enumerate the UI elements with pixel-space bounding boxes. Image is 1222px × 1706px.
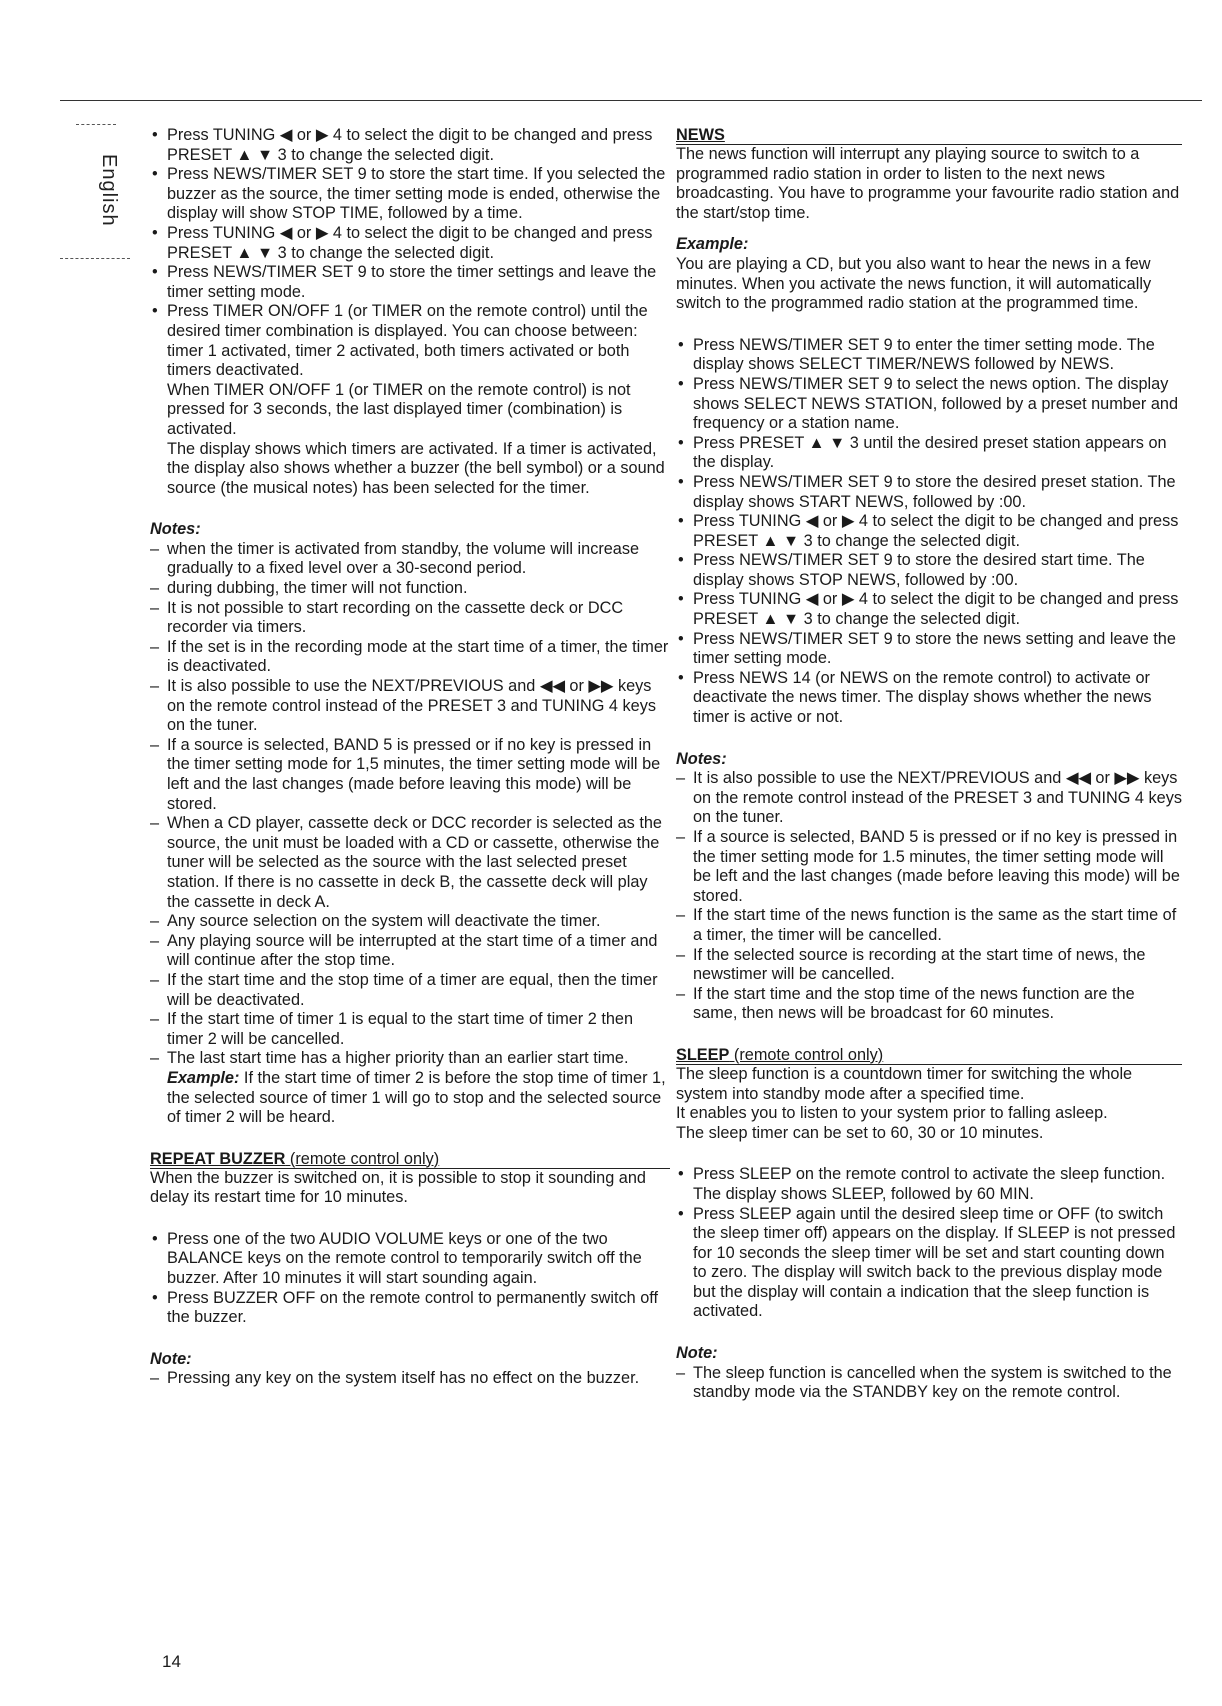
timer-onoff-text: When TIMER ON/OFF 1 (or TIMER on the remote control) is not pressed for 3 seconds, the last displayed timer (combination) is activated. xyxy=(167,380,631,438)
list-item: – If the start time of timer 1 is equal to the start time of timer 2 then timer 2 will be cancelled. xyxy=(150,1010,670,1049)
notes-heading: Notes: xyxy=(150,520,201,539)
list-item: – when the timer is activated from standby, the volume will increase gradually to a fixed level over a 30-second period. xyxy=(150,540,670,579)
list-item: – Any source selection on the system will deactivate the timer. xyxy=(150,912,670,932)
sleep-intro: It enables you to listen to your system prior to falling asleep. xyxy=(676,1104,1108,1123)
list-item: • Press NEWS 14 (or NEWS on the remote control) to activate or deactivate the news timer. The display shows whether the news timer is active or not. xyxy=(676,669,1182,728)
list-item: – If the start time of the news function is the same as the start time of a timer, the timer will be cancelled. xyxy=(676,906,1182,945)
timer-notes-list xyxy=(150,540,670,1128)
sleep-subtitle: (remote control only) xyxy=(729,1045,884,1064)
news-notes-list xyxy=(676,769,1182,1024)
sleep-notes-list xyxy=(676,1364,1182,1403)
list-item: • Press NEWS/TIMER SET 9 to enter the timer setting mode. The display shows SELECT TIMER/NEWS followed by NEWS. xyxy=(676,336,1182,375)
news-notes-heading: Notes: xyxy=(676,749,727,768)
list-item: • Press TUNING ◀ or ▶ 4 to select the digit to be changed and press PRESET ▲ ▼ 3 to change the selected digit. xyxy=(676,512,1182,551)
news-heading xyxy=(676,126,1182,145)
note-text: The last start time has a higher priority than an earlier start time. xyxy=(167,1049,629,1068)
list-item: – It is not possible to start recording on the cassette deck or DCC recorder via timers. xyxy=(150,599,670,638)
list-item: • Press PRESET ▲ ▼ 3 until the desired preset station appears on the display. xyxy=(676,434,1182,473)
list-item: • Press one of the two AUDIO VOLUME keys or one of the two BALANCE keys on the remote control to temporarily switch off the buzzer. After 10 minutes it will start sounding again. xyxy=(150,1230,670,1289)
list-item xyxy=(150,1049,670,1127)
repeat-buzzer-list xyxy=(150,1230,670,1328)
news-example-heading: Example: xyxy=(676,235,749,254)
list-item: – If the set is in the recording mode at the start time of a timer, the timer is deactivated. xyxy=(150,638,670,677)
example-text: If the start time of timer 2 is before the stop time of timer 1, the selected source of timer 1 will go to stop and the selected source of timer 2 will be heard. xyxy=(167,1068,666,1127)
list-item: – If a source is selected, BAND 5 is pressed or if no key is pressed in the timer setting mode for 1,5 minutes, the timer setting mode will be left and the last changes (made before leaving this mode) will be stored. xyxy=(150,736,670,814)
repeat-buzzer-notes xyxy=(150,1369,670,1389)
list-item: – The sleep function is cancelled when the system is switched to the standby mode via the STANDBY key on the remote control. xyxy=(676,1364,1182,1403)
list-item: – If the selected source is recording at the start time of news, the newstimer will be cancelled. xyxy=(676,946,1182,985)
sleep-title: SLEEP xyxy=(676,1045,730,1064)
list-item: • Press SLEEP again until the desired sleep time or OFF (to switch the sleep timer off) appears on the display. If SLEEP is not pressed for 10 seconds the sleep timer will be set and start counting down to zero. The display will switch back to the previous display mode but the display will contain a indication that the sleep function is activated. xyxy=(676,1205,1182,1323)
list-item-timer-onoff xyxy=(150,302,670,498)
news-intro: The news function will interrupt any playing source to switch to a programmed radio station in order to listen to the next news broadcasting. You have to programme your favourite radio station and the start/stop time. xyxy=(676,145,1180,222)
tab-dash-bottom xyxy=(60,258,130,259)
list-item: • Press TUNING ◀ or ▶ 4 to select the digit to be changed and press PRESET ▲ ▼ 3 to change the selected digit. xyxy=(676,590,1182,629)
left-column xyxy=(150,126,670,1389)
list-item: – It is also possible to use the NEXT/PREVIOUS and ◀◀ or ▶▶ keys on the remote control instead of the PRESET 3 and TUNING 4 keys on the tuner. xyxy=(676,769,1182,828)
list-item: – If the start time and the stop time of a timer are equal, then the timer will be deactivated. xyxy=(150,971,670,1010)
repeat-buzzer-intro: When the buzzer is switched on, it is possible to stop it sounding and delay its restart time for 10 minutes. xyxy=(150,1168,646,1207)
list-item: • Press SLEEP on the remote control to activate the sleep function. The display shows SLEEP, followed by 60 MIN. xyxy=(676,1165,1182,1204)
list-item: • Press TUNING ◀ or ▶ 4 to select the digit to be changed and press PRESET ▲ ▼ 3 to change the selected digit. xyxy=(150,224,670,263)
sleep-heading xyxy=(676,1046,1182,1065)
tab-dash-top xyxy=(76,124,116,125)
sleep-intro: The sleep function is a countdown timer for switching the whole system into standby mode after a specified time. xyxy=(676,1064,1133,1103)
note-heading: Note: xyxy=(150,1349,192,1368)
right-column xyxy=(676,126,1182,1403)
sleep-intro: The sleep timer can be set to 60, 30 or 10 minutes. xyxy=(676,1123,1044,1142)
list-item: – If a source is selected, BAND 5 is pressed or if no key is pressed in the timer setting mode for 1.5 minutes, the timer setting mode will be left and the last changes (made before leaving this mode) will be stored. xyxy=(676,828,1182,906)
news-steps-list xyxy=(676,336,1182,728)
list-item: – It is also possible to use the NEXT/PREVIOUS and ◀◀ or ▶▶ keys on the remote control instead of the PRESET 3 and TUNING 4 keys on the tuner. xyxy=(150,677,670,736)
timer-onoff-text: • Press TIMER ON/OFF 1 (or TIMER on the remote control) until the desired timer combination is displayed. You can choose between: timer 1 activated, timer 2 activated, both timers activated or both timers deactivated. xyxy=(167,302,648,380)
repeat-buzzer-title: REPEAT BUZZER xyxy=(150,1149,286,1168)
example-label: Example: xyxy=(167,1068,240,1087)
list-item: • Press NEWS/TIMER SET 9 to store the start time. If you selected the buzzer as the source, the timer setting mode is ended, otherwise the display will show STOP TIME, followed by a time. xyxy=(150,165,670,224)
list-item: – When a CD player, cassette deck or DCC recorder is selected as the source, the unit must be loaded with a CD or cassette, otherwise the tuner will be selected as the source with the last selected preset station. If there is no cassette in deck B, the cassette deck will play the cassette in deck A. xyxy=(150,814,670,912)
news-example-text: You are playing a CD, but you also want to hear the news in a few minutes. When you activate the news function, it will automatically switch to the programmed radio station at the programmed time. xyxy=(676,254,1152,313)
list-item: • Press TUNING ◀ or ▶ 4 to select the digit to be changed and press PRESET ▲ ▼ 3 to change the selected digit. xyxy=(150,126,670,165)
list-item: – Any playing source will be interrupted at the start time of a timer and will continue after the stop time. xyxy=(150,932,670,971)
list-item: • Press BUZZER OFF on the remote control to permanently switch off the buzzer. xyxy=(150,1289,670,1328)
repeat-buzzer-heading xyxy=(150,1150,670,1169)
page-number: 14 xyxy=(162,1652,181,1671)
list-item: – If the start time and the stop time of the news function are the same, then news will be broadcast for 60 minutes. xyxy=(676,985,1182,1024)
list-item: – during dubbing, the timer will not function. xyxy=(150,579,670,599)
list-item: • Press NEWS/TIMER SET 9 to select the news option. The display shows SELECT NEWS STATION, followed by a preset number and frequency or a station name. xyxy=(676,375,1182,434)
repeat-buzzer-subtitle: (remote control only) xyxy=(285,1149,440,1168)
list-item: • Press NEWS/TIMER SET 9 to store the desired preset station. The display shows START NEWS, followed by :00. xyxy=(676,473,1182,512)
news-title: NEWS xyxy=(676,126,725,144)
timer-steps-list xyxy=(150,126,670,498)
sleep-steps-list xyxy=(676,1165,1182,1322)
language-label: English xyxy=(98,154,120,227)
language-tab xyxy=(76,118,136,268)
list-item: – Pressing any key on the system itself has no effect on the buzzer. xyxy=(150,1369,670,1389)
top-rule xyxy=(60,100,1202,101)
list-item: • Press NEWS/TIMER SET 9 to store the desired start time. The display shows STOP NEWS, followed by :00. xyxy=(676,551,1182,590)
timer-onoff-text: The display shows which timers are activated. If a timer is activated, the display also shows whether a buzzer (the bell symbol) or a sound source (the musical notes) has been selected for the timer. xyxy=(167,439,665,497)
sleep-note-heading: Note: xyxy=(676,1344,718,1363)
list-item: • Press NEWS/TIMER SET 9 to store the news setting and leave the timer setting mode. xyxy=(676,630,1182,669)
list-item: • Press NEWS/TIMER SET 9 to store the timer settings and leave the timer setting mode. xyxy=(150,263,670,302)
